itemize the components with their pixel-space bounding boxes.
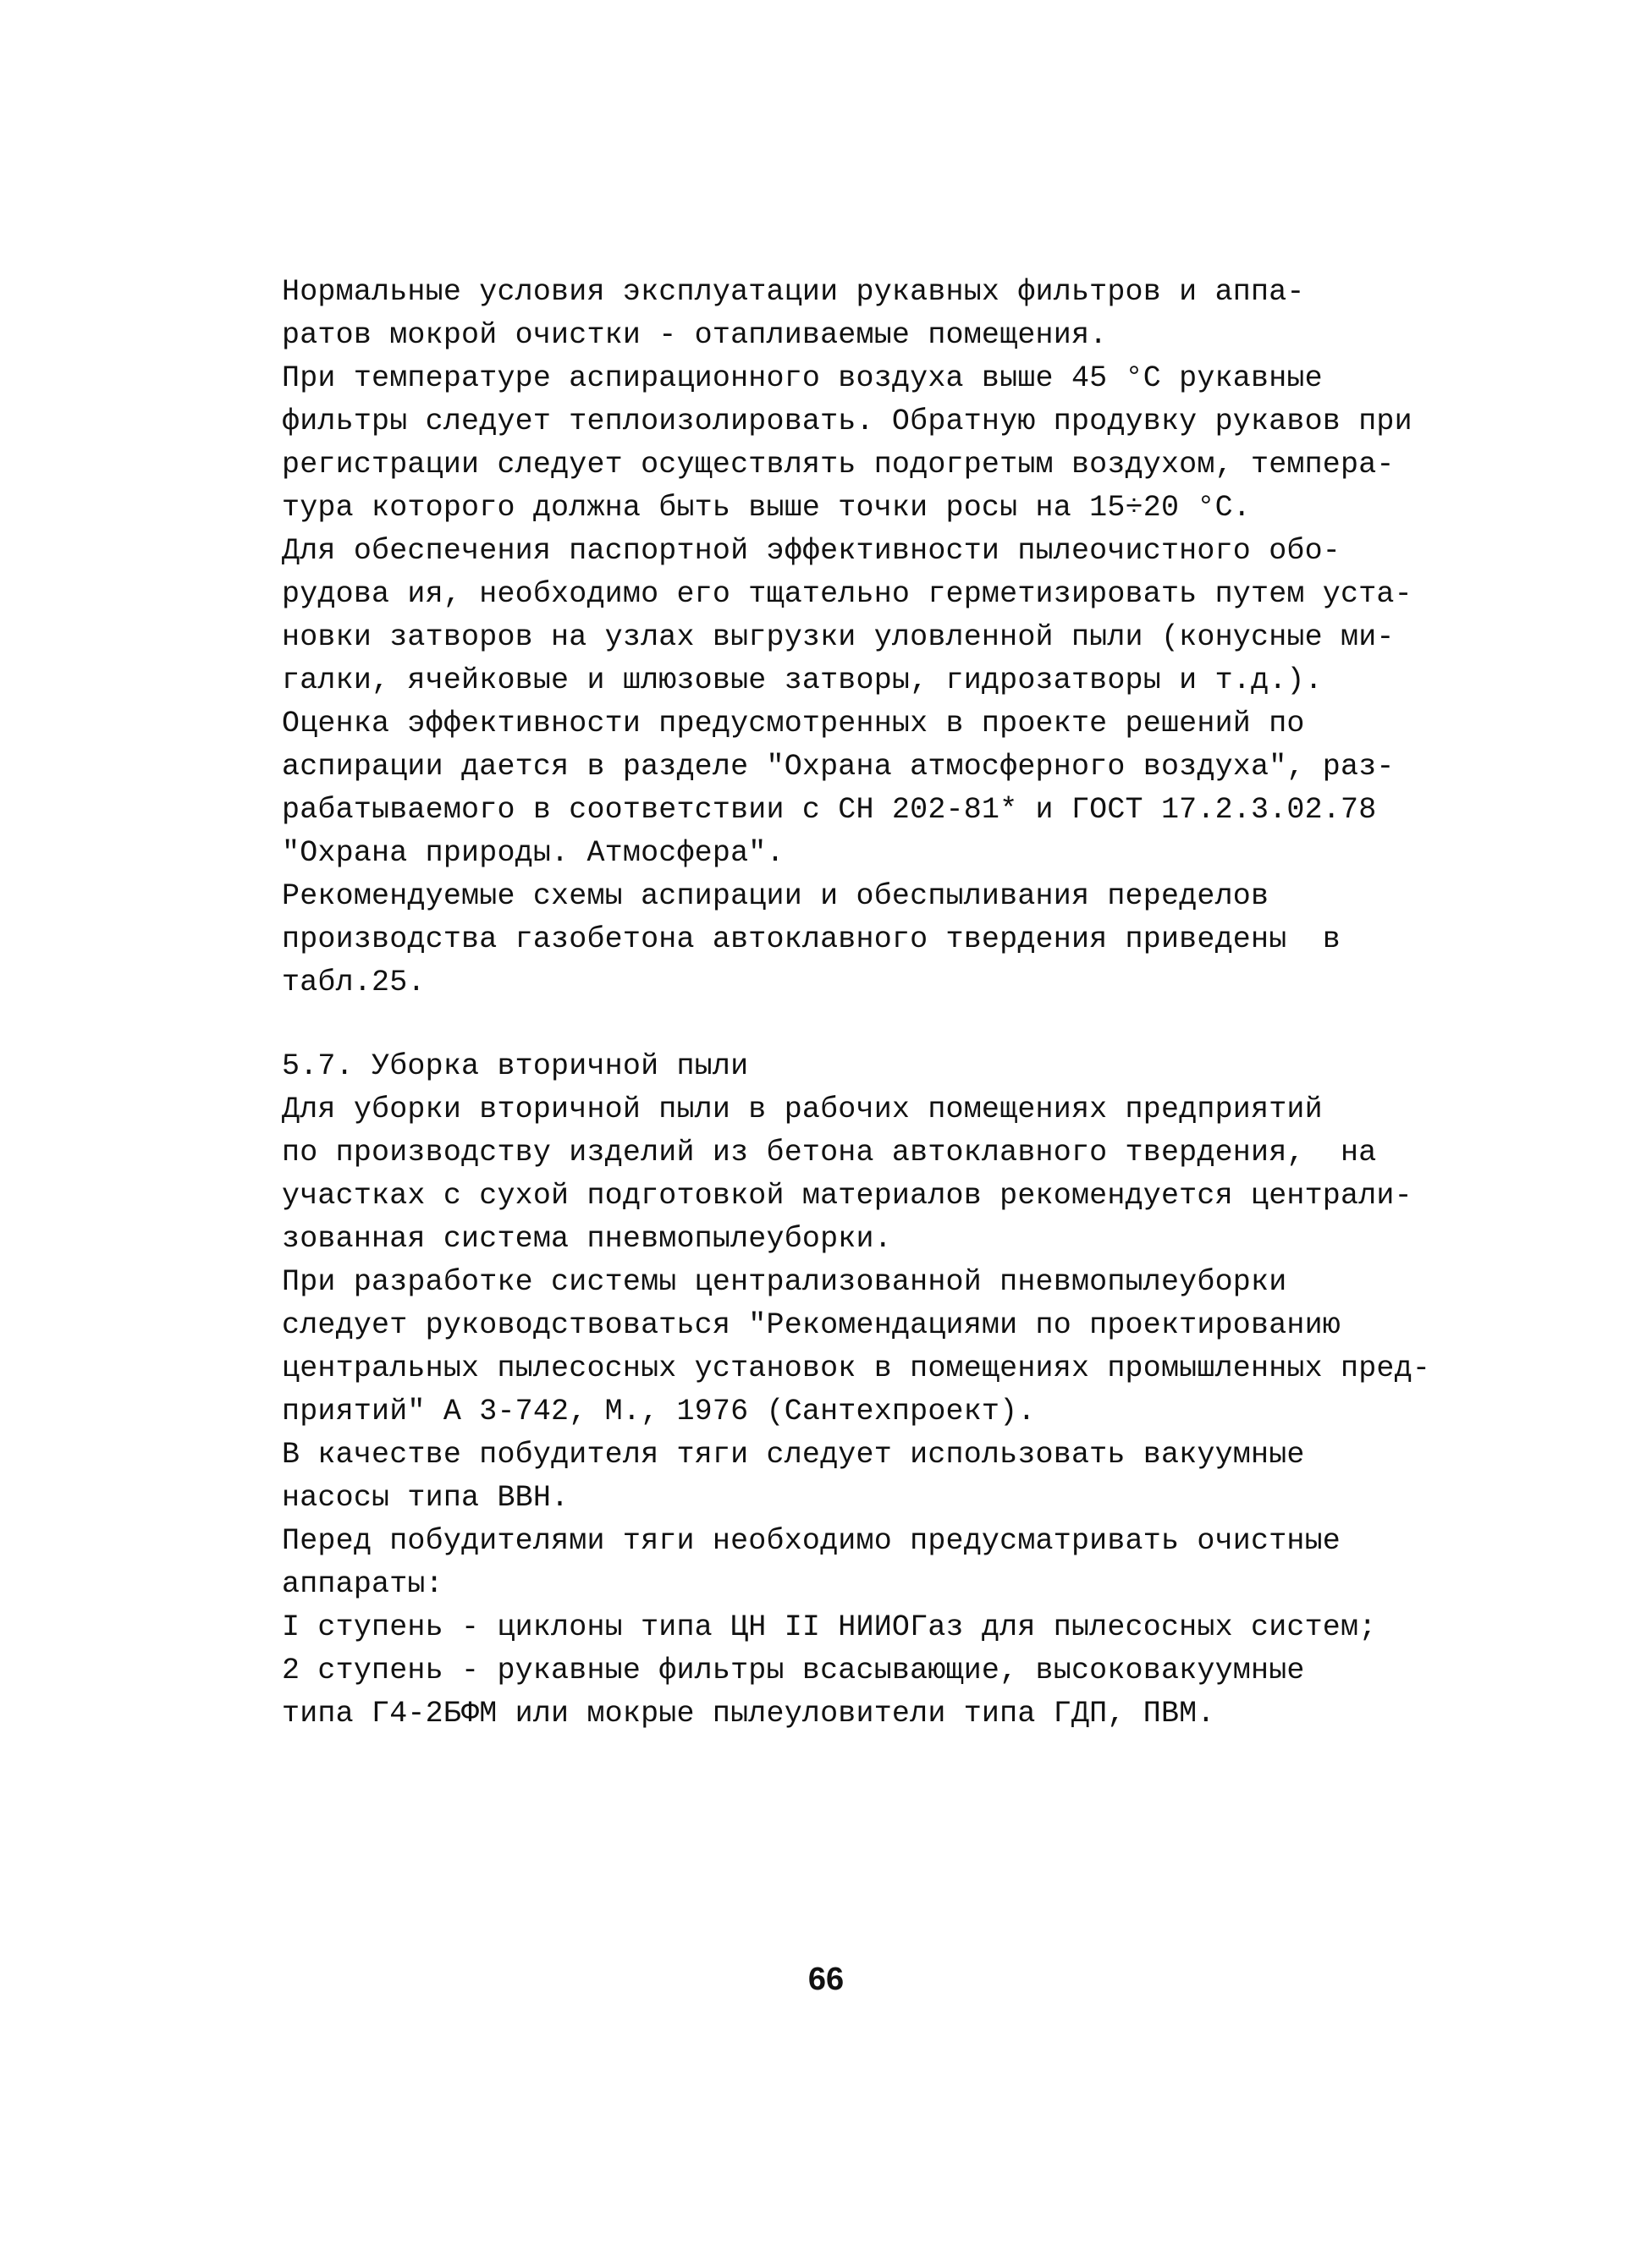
text-line: следует руководствоваться "Рекомендациями по проектированию [282,1308,1341,1342]
text-line: Для обеспечения паспортной эффективности пылеочистного обо- [282,534,1341,568]
text-line: "Охрана природы. Атмосфера". [282,836,785,870]
text-line: центральных пылесосных установок в помещениях промышленных пред- [282,1351,1431,1385]
text-line: Оценка эффективности предусмотренных в проекте решений по [282,707,1305,740]
paragraph [282,1088,1412,1261]
text-line: по производству изделий из бетона автоклавного твердения, на [282,1136,1377,1170]
text-line: галки, ячейковые и шлюзовые затворы, гидрозатворы и т.д.). [282,663,1323,697]
text-line: Рекомендуемые схемы аспирации и обеспыливания переделов [282,879,1269,913]
text-line: табл.25. [282,966,426,999]
text-line: новки затворов на узлах выгрузки уловленной пыли (конусные ми- [282,620,1395,654]
text-line: аппараты: [282,1567,443,1601]
text-line: производства газобетона автоклавного твердения приведены в [282,922,1341,956]
paragraph [282,357,1412,530]
text-line: рудова ия, необходимо его тщательно герметизировать путем уста- [282,577,1412,611]
list-item [282,1649,1407,1736]
text-line: ратов мокрой очистки - отапливаемые помещения. [282,318,1108,352]
text-line: фильтры следует теплоизолировать. Обратную продувку рукавов при [282,405,1412,438]
text-line: зованная система пневмопылеуборки. [282,1222,892,1256]
paragraph [282,1261,1431,1434]
text-line: При разработке системы централизованной пневмопылеуборки [282,1265,1287,1299]
text-line: регистрации следует осуществлять подогретым воздухом, темпера- [282,448,1395,482]
text-line: участках с сухой подготовкой материалов рекомендуется централи- [282,1179,1412,1213]
paragraph [282,875,1407,1004]
text-line: Перед побудителями тяги необходимо предусматривать очистные [282,1524,1341,1558]
text-line: В качестве побудителя тяги следует использовать вакуумные [282,1438,1305,1472]
text-line: Для уборки вторичной пыли в рабочих помещениях предприятий [282,1092,1323,1126]
body-text [282,271,1431,1736]
text-line: рабатываемого в соответствии с СН 202-81* и ГОСТ 17.2.3.02.78 [282,793,1377,827]
text-line: При температуре аспирационного воздуха выше 45 °С рукавные [282,361,1323,395]
text-line: приятий" А 3-742, М., 1976 (Сантехпроект). [282,1395,1036,1428]
paragraph [282,1434,1407,1520]
section-heading [282,1045,1407,1088]
text-line: 2 ступень - рукавные фильтры всасывающие, высоковакуумные [282,1654,1305,1687]
text-line: аспирации дается в разделе "Охрана атмосферного воздуха", раз- [282,750,1395,784]
text-line: типа Г4-2БФМ или мокрые пылеуловители типа ГДП, ПВМ. [282,1697,1215,1731]
text-line: тура которого должна быть выше точки росы на 15÷20 °С. [282,491,1251,525]
page-number: 66 [807,1962,845,1997]
list-item [282,1606,1407,1649]
section-heading-text: 5.7. Уборка вторичной пыли [282,1049,749,1083]
paragraph [282,530,1412,702]
paragraph [282,1520,1407,1606]
paragraph [282,702,1407,875]
text-line: I ступень - циклоны типа ЦН II НИИОГаз для пылесосных систем; [282,1610,1377,1644]
text-line: Нормальные условия эксплуатации рукавных фильтров и аппа- [282,275,1305,309]
text-line: насосы типа ВВН. [282,1481,570,1515]
paragraph [282,271,1407,357]
